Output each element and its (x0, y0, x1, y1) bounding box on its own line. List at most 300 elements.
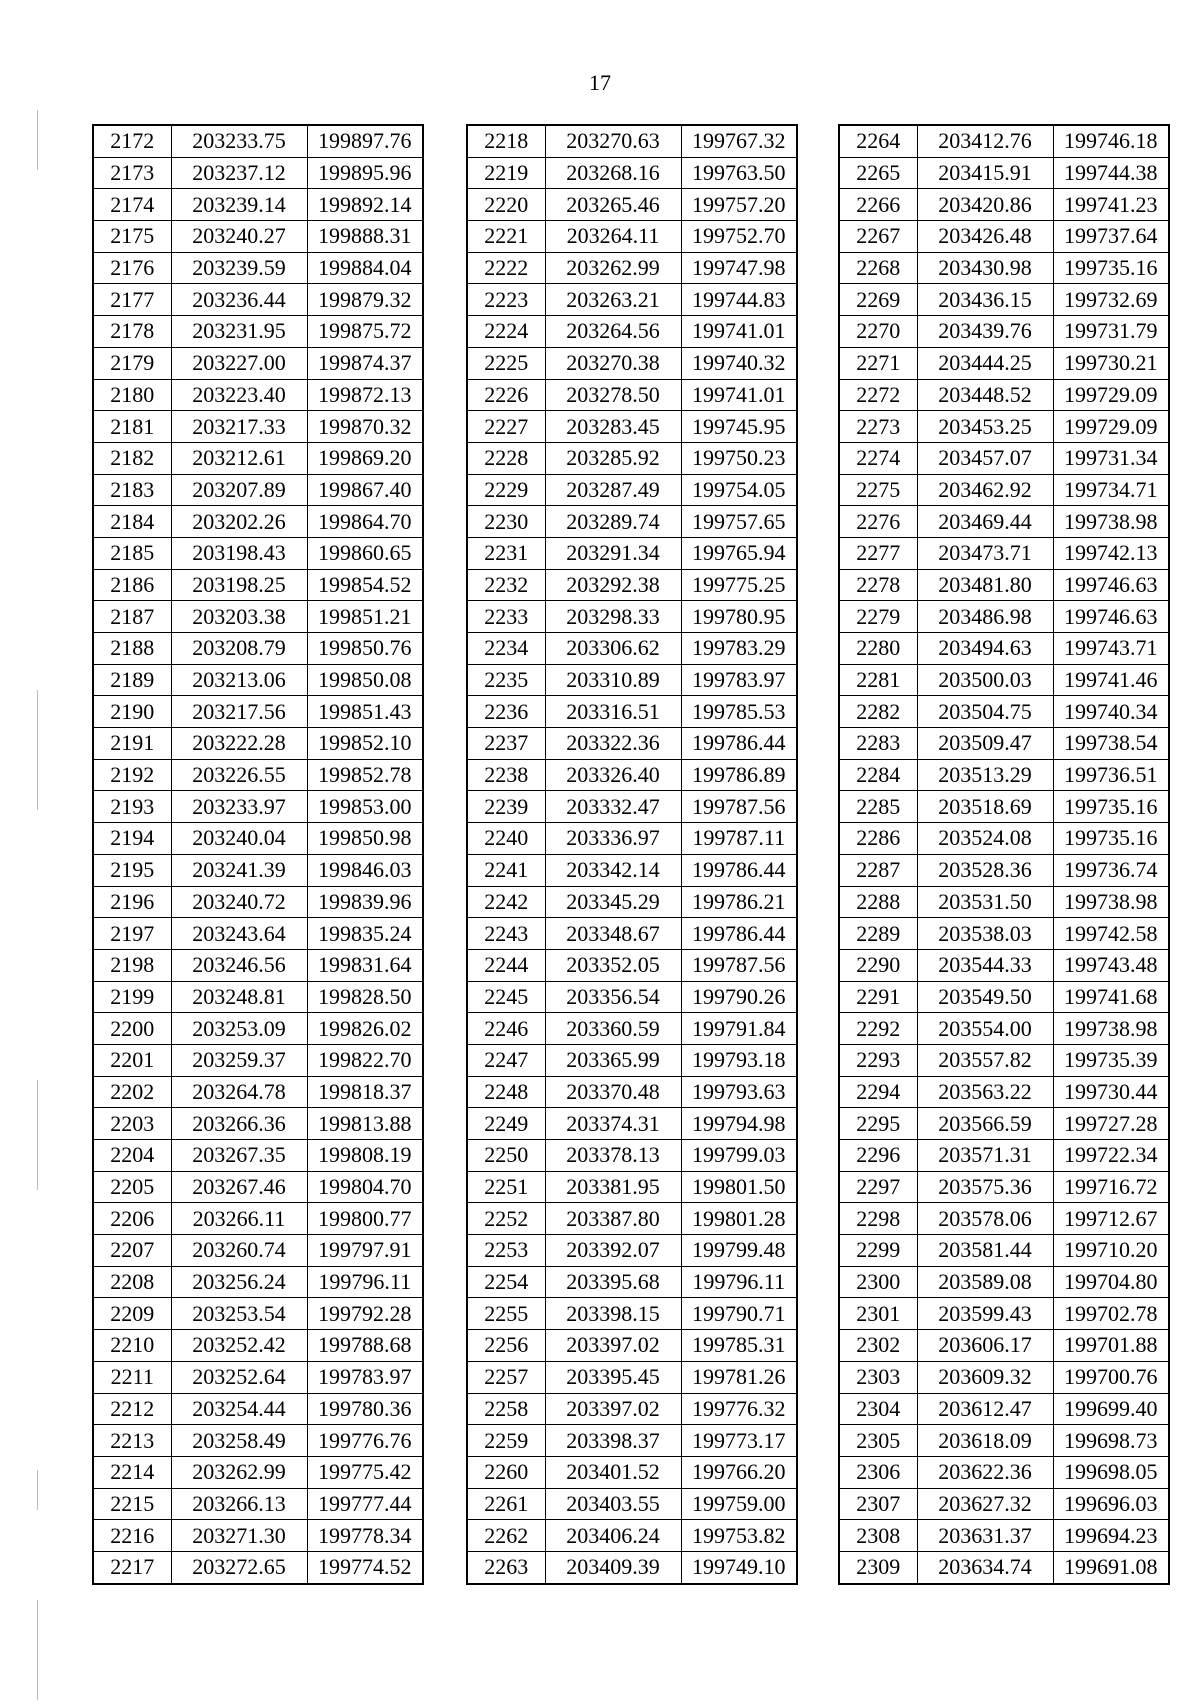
x-coordinate-cell: 203227.00 (171, 347, 307, 379)
x-coordinate-cell: 203310.89 (545, 664, 681, 696)
x-coordinate-cell: 203270.38 (545, 347, 681, 379)
table-row (93, 823, 423, 855)
point-id-cell: 2244 (467, 949, 545, 981)
x-coordinate-cell: 203348.67 (545, 918, 681, 950)
y-coordinate-cell: 199765.94 (681, 537, 797, 569)
point-id-cell: 2276 (839, 506, 917, 538)
point-id-cell: 2253 (467, 1235, 545, 1267)
x-coordinate-cell: 203430.98 (917, 252, 1053, 284)
table-row (93, 728, 423, 760)
y-coordinate-cell: 199799.03 (681, 1140, 797, 1172)
coordinate-table-3 (838, 124, 1170, 1585)
y-coordinate-cell: 199875.72 (307, 316, 423, 348)
point-id-cell: 2254 (467, 1266, 545, 1298)
point-id-cell: 2257 (467, 1361, 545, 1393)
table-row (839, 664, 1169, 696)
y-coordinate-cell: 199785.31 (681, 1330, 797, 1362)
table-row (93, 1298, 423, 1330)
point-id-cell: 2270 (839, 316, 917, 348)
table-row (467, 633, 797, 665)
table-row (467, 506, 797, 538)
y-coordinate-cell: 199869.20 (307, 442, 423, 474)
point-id-cell: 2240 (467, 823, 545, 855)
y-coordinate-cell: 199897.76 (307, 125, 423, 157)
x-coordinate-cell: 203538.03 (917, 918, 1053, 950)
table-row (93, 1361, 423, 1393)
y-coordinate-cell: 199850.08 (307, 664, 423, 696)
y-coordinate-cell: 199737.64 (1053, 221, 1169, 253)
table-row (93, 474, 423, 506)
x-coordinate-cell: 203360.59 (545, 1013, 681, 1045)
table-row (93, 791, 423, 823)
point-id-cell: 2308 (839, 1520, 917, 1552)
table-row (839, 537, 1169, 569)
x-coordinate-cell: 203631.37 (917, 1520, 1053, 1552)
point-id-cell: 2185 (93, 537, 171, 569)
table-row (93, 1551, 423, 1583)
y-coordinate-cell: 199730.44 (1053, 1076, 1169, 1108)
table-row (839, 696, 1169, 728)
table-row (467, 1361, 797, 1393)
y-coordinate-cell: 199796.11 (681, 1266, 797, 1298)
x-coordinate-cell: 203264.56 (545, 316, 681, 348)
table-row (93, 157, 423, 189)
x-coordinate-cell: 203212.61 (171, 442, 307, 474)
point-id-cell: 2247 (467, 1044, 545, 1076)
x-coordinate-cell: 203509.47 (917, 728, 1053, 760)
x-coordinate-cell: 203306.62 (545, 633, 681, 665)
y-coordinate-cell: 199787.56 (681, 791, 797, 823)
table-row (839, 1140, 1169, 1172)
table-row (839, 949, 1169, 981)
table-row (93, 1044, 423, 1076)
y-coordinate-cell: 199741.46 (1053, 664, 1169, 696)
table-row (93, 1266, 423, 1298)
y-coordinate-cell: 199742.13 (1053, 537, 1169, 569)
table-row (467, 854, 797, 886)
table-row (467, 981, 797, 1013)
x-coordinate-cell: 203266.13 (171, 1488, 307, 1520)
table-row (93, 411, 423, 443)
x-coordinate-cell: 203289.74 (545, 506, 681, 538)
margin-line (37, 1600, 38, 1700)
point-id-cell: 2287 (839, 854, 917, 886)
point-id-cell: 2283 (839, 728, 917, 760)
x-coordinate-cell: 203240.27 (171, 221, 307, 253)
point-id-cell: 2200 (93, 1013, 171, 1045)
y-coordinate-cell: 199741.23 (1053, 189, 1169, 221)
y-coordinate-cell: 199790.71 (681, 1298, 797, 1330)
table-row (467, 1488, 797, 1520)
table-row (93, 759, 423, 791)
x-coordinate-cell: 203278.50 (545, 379, 681, 411)
y-coordinate-cell: 199729.09 (1053, 411, 1169, 443)
table-row (467, 696, 797, 728)
x-coordinate-cell: 203457.07 (917, 442, 1053, 474)
x-coordinate-cell: 203262.99 (171, 1456, 307, 1488)
point-id-cell: 2280 (839, 633, 917, 665)
x-coordinate-cell: 203549.50 (917, 981, 1053, 1013)
point-id-cell: 2212 (93, 1393, 171, 1425)
x-coordinate-cell: 203298.33 (545, 601, 681, 633)
y-coordinate-cell: 199777.44 (307, 1488, 423, 1520)
x-coordinate-cell: 203252.42 (171, 1330, 307, 1362)
point-id-cell: 2190 (93, 696, 171, 728)
point-id-cell: 2256 (467, 1330, 545, 1362)
x-coordinate-cell: 203634.74 (917, 1551, 1053, 1583)
point-id-cell: 2198 (93, 949, 171, 981)
x-coordinate-cell: 203241.39 (171, 854, 307, 886)
y-coordinate-cell: 199785.53 (681, 696, 797, 728)
point-id-cell: 2260 (467, 1456, 545, 1488)
table-row (467, 1551, 797, 1583)
point-id-cell: 2292 (839, 1013, 917, 1045)
y-coordinate-cell: 199835.24 (307, 918, 423, 950)
point-id-cell: 2221 (467, 221, 545, 253)
point-id-cell: 2241 (467, 854, 545, 886)
x-coordinate-cell: 203267.35 (171, 1140, 307, 1172)
y-coordinate-cell: 199741.01 (681, 379, 797, 411)
x-coordinate-cell: 203326.40 (545, 759, 681, 791)
y-coordinate-cell: 199808.19 (307, 1140, 423, 1172)
y-coordinate-cell: 199716.72 (1053, 1171, 1169, 1203)
point-id-cell: 2215 (93, 1488, 171, 1520)
y-coordinate-cell: 199892.14 (307, 189, 423, 221)
x-coordinate-cell: 203259.37 (171, 1044, 307, 1076)
y-coordinate-cell: 199757.65 (681, 506, 797, 538)
x-coordinate-cell: 203578.06 (917, 1203, 1053, 1235)
y-coordinate-cell: 199767.32 (681, 125, 797, 157)
point-id-cell: 2234 (467, 633, 545, 665)
x-coordinate-cell: 203365.99 (545, 1044, 681, 1076)
x-coordinate-cell: 203256.24 (171, 1266, 307, 1298)
x-coordinate-cell: 203267.46 (171, 1171, 307, 1203)
table-row (839, 854, 1169, 886)
x-coordinate-cell: 203524.08 (917, 823, 1053, 855)
table-row (467, 1266, 797, 1298)
table-row (93, 1203, 423, 1235)
x-coordinate-cell: 203554.00 (917, 1013, 1053, 1045)
point-id-cell: 2264 (839, 125, 917, 157)
y-coordinate-cell: 199788.68 (307, 1330, 423, 1362)
y-coordinate-cell: 199702.78 (1053, 1298, 1169, 1330)
x-coordinate-cell: 203544.33 (917, 949, 1053, 981)
table-row (839, 252, 1169, 284)
y-coordinate-cell: 199757.20 (681, 189, 797, 221)
y-coordinate-cell: 199753.82 (681, 1520, 797, 1552)
point-id-cell: 2184 (93, 506, 171, 538)
point-id-cell: 2269 (839, 284, 917, 316)
y-coordinate-cell: 199775.25 (681, 569, 797, 601)
y-coordinate-cell: 199694.23 (1053, 1520, 1169, 1552)
y-coordinate-cell: 199732.69 (1053, 284, 1169, 316)
point-id-cell: 2286 (839, 823, 917, 855)
margin-line (37, 690, 38, 810)
point-id-cell: 2251 (467, 1171, 545, 1203)
y-coordinate-cell: 199745.95 (681, 411, 797, 443)
y-coordinate-cell: 199872.13 (307, 379, 423, 411)
y-coordinate-cell: 199696.03 (1053, 1488, 1169, 1520)
table-row (93, 696, 423, 728)
point-id-cell: 2196 (93, 886, 171, 918)
y-coordinate-cell: 199786.21 (681, 886, 797, 918)
point-id-cell: 2226 (467, 379, 545, 411)
x-coordinate-cell: 203398.15 (545, 1298, 681, 1330)
point-id-cell: 2309 (839, 1551, 917, 1583)
y-coordinate-cell: 199744.38 (1053, 157, 1169, 189)
point-id-cell: 2300 (839, 1266, 917, 1298)
table-row (467, 1171, 797, 1203)
x-coordinate-cell: 203528.36 (917, 854, 1053, 886)
point-id-cell: 2213 (93, 1425, 171, 1457)
table-row (839, 1361, 1169, 1393)
y-coordinate-cell: 199743.71 (1053, 633, 1169, 665)
y-coordinate-cell: 199780.36 (307, 1393, 423, 1425)
y-coordinate-cell: 199800.77 (307, 1203, 423, 1235)
table-row (839, 1393, 1169, 1425)
point-id-cell: 2295 (839, 1108, 917, 1140)
table-row (839, 1013, 1169, 1045)
y-coordinate-cell: 199781.26 (681, 1361, 797, 1393)
y-coordinate-cell: 199710.20 (1053, 1235, 1169, 1267)
table-row (467, 728, 797, 760)
point-id-cell: 2174 (93, 189, 171, 221)
table-row (467, 1140, 797, 1172)
point-id-cell: 2236 (467, 696, 545, 728)
x-coordinate-cell: 203356.54 (545, 981, 681, 1013)
table-row (467, 1013, 797, 1045)
point-id-cell: 2191 (93, 728, 171, 760)
x-coordinate-cell: 203207.89 (171, 474, 307, 506)
x-coordinate-cell: 203448.52 (917, 379, 1053, 411)
x-coordinate-cell: 203436.15 (917, 284, 1053, 316)
point-id-cell: 2249 (467, 1108, 545, 1140)
x-coordinate-cell: 203236.44 (171, 284, 307, 316)
y-coordinate-cell: 199850.98 (307, 823, 423, 855)
y-coordinate-cell: 199744.83 (681, 284, 797, 316)
y-coordinate-cell: 199749.10 (681, 1551, 797, 1583)
table-row (839, 189, 1169, 221)
point-id-cell: 2219 (467, 157, 545, 189)
point-id-cell: 2211 (93, 1361, 171, 1393)
x-coordinate-cell: 203352.05 (545, 949, 681, 981)
x-coordinate-cell: 203571.31 (917, 1140, 1053, 1172)
point-id-cell: 2199 (93, 981, 171, 1013)
x-coordinate-cell: 203217.33 (171, 411, 307, 443)
x-coordinate-cell: 203222.28 (171, 728, 307, 760)
point-id-cell: 2209 (93, 1298, 171, 1330)
table-row (467, 379, 797, 411)
point-id-cell: 2232 (467, 569, 545, 601)
point-id-cell: 2274 (839, 442, 917, 474)
y-coordinate-cell: 199791.84 (681, 1013, 797, 1045)
x-coordinate-cell: 203342.14 (545, 854, 681, 886)
y-coordinate-cell: 199736.51 (1053, 759, 1169, 791)
x-coordinate-cell: 203453.25 (917, 411, 1053, 443)
table-row (93, 664, 423, 696)
table-row (93, 506, 423, 538)
y-coordinate-cell: 199783.29 (681, 633, 797, 665)
point-id-cell: 2305 (839, 1425, 917, 1457)
x-coordinate-cell: 203202.26 (171, 506, 307, 538)
point-id-cell: 2275 (839, 474, 917, 506)
point-id-cell: 2293 (839, 1044, 917, 1076)
y-coordinate-cell: 199746.18 (1053, 125, 1169, 157)
x-coordinate-cell: 203239.14 (171, 189, 307, 221)
x-coordinate-cell: 203264.11 (545, 221, 681, 253)
x-coordinate-cell: 203518.69 (917, 791, 1053, 823)
x-coordinate-cell: 203226.55 (171, 759, 307, 791)
point-id-cell: 2179 (93, 347, 171, 379)
x-coordinate-cell: 203291.34 (545, 537, 681, 569)
point-id-cell: 2285 (839, 791, 917, 823)
x-coordinate-cell: 203395.45 (545, 1361, 681, 1393)
table-row (93, 601, 423, 633)
point-id-cell: 2298 (839, 1203, 917, 1235)
y-coordinate-cell: 199740.32 (681, 347, 797, 379)
table-row (467, 1108, 797, 1140)
x-coordinate-cell: 203253.54 (171, 1298, 307, 1330)
x-coordinate-cell: 203271.30 (171, 1520, 307, 1552)
x-coordinate-cell: 203237.12 (171, 157, 307, 189)
point-id-cell: 2227 (467, 411, 545, 443)
table-row (93, 1140, 423, 1172)
table-row (93, 918, 423, 950)
point-id-cell: 2204 (93, 1140, 171, 1172)
x-coordinate-cell: 203266.36 (171, 1108, 307, 1140)
y-coordinate-cell: 199853.00 (307, 791, 423, 823)
y-coordinate-cell: 199731.34 (1053, 442, 1169, 474)
x-coordinate-cell: 203627.32 (917, 1488, 1053, 1520)
table-row (93, 569, 423, 601)
y-coordinate-cell: 199813.88 (307, 1108, 423, 1140)
y-coordinate-cell: 199826.02 (307, 1013, 423, 1045)
point-id-cell: 2278 (839, 569, 917, 601)
table-row (93, 1393, 423, 1425)
point-id-cell: 2188 (93, 633, 171, 665)
x-coordinate-cell: 203268.16 (545, 157, 681, 189)
point-id-cell: 2252 (467, 1203, 545, 1235)
table-row (93, 379, 423, 411)
y-coordinate-cell: 199766.20 (681, 1456, 797, 1488)
x-coordinate-cell: 203243.64 (171, 918, 307, 950)
point-id-cell: 2222 (467, 252, 545, 284)
x-coordinate-cell: 203566.59 (917, 1108, 1053, 1140)
point-id-cell: 2220 (467, 189, 545, 221)
y-coordinate-cell: 199738.54 (1053, 728, 1169, 760)
table-row (839, 411, 1169, 443)
table-row (839, 1330, 1169, 1362)
y-coordinate-cell: 199741.01 (681, 316, 797, 348)
table-row (467, 442, 797, 474)
point-id-cell: 2218 (467, 125, 545, 157)
point-id-cell: 2235 (467, 664, 545, 696)
point-id-cell: 2238 (467, 759, 545, 791)
point-id-cell: 2248 (467, 1076, 545, 1108)
point-id-cell: 2273 (839, 411, 917, 443)
x-coordinate-cell: 203531.50 (917, 886, 1053, 918)
table-row (467, 411, 797, 443)
point-id-cell: 2203 (93, 1108, 171, 1140)
table-row (93, 537, 423, 569)
table-row (839, 1266, 1169, 1298)
x-coordinate-cell: 203203.38 (171, 601, 307, 633)
x-coordinate-cell: 203374.31 (545, 1108, 681, 1140)
y-coordinate-cell: 199870.32 (307, 411, 423, 443)
y-coordinate-cell: 199846.03 (307, 854, 423, 886)
point-id-cell: 2180 (93, 379, 171, 411)
table-row (839, 601, 1169, 633)
y-coordinate-cell: 199729.09 (1053, 379, 1169, 411)
x-coordinate-cell: 203397.02 (545, 1393, 681, 1425)
y-coordinate-cell: 199828.50 (307, 981, 423, 1013)
table-row (467, 664, 797, 696)
point-id-cell: 2195 (93, 854, 171, 886)
table-row (839, 1488, 1169, 1520)
x-coordinate-cell: 203240.04 (171, 823, 307, 855)
y-coordinate-cell: 199774.52 (307, 1551, 423, 1583)
table-row (839, 918, 1169, 950)
x-coordinate-cell: 203415.91 (917, 157, 1053, 189)
table-row (467, 221, 797, 253)
table-row (839, 569, 1169, 601)
table-row (93, 981, 423, 1013)
table-row (839, 1456, 1169, 1488)
point-id-cell: 2289 (839, 918, 917, 950)
x-coordinate-cell: 203223.40 (171, 379, 307, 411)
point-id-cell: 2266 (839, 189, 917, 221)
table-row (839, 1171, 1169, 1203)
point-id-cell: 2224 (467, 316, 545, 348)
y-coordinate-cell: 199794.98 (681, 1108, 797, 1140)
table-row (839, 157, 1169, 189)
x-coordinate-cell: 203469.44 (917, 506, 1053, 538)
y-coordinate-cell: 199895.96 (307, 157, 423, 189)
point-id-cell: 2223 (467, 284, 545, 316)
table-row (93, 1488, 423, 1520)
table-row (839, 379, 1169, 411)
y-coordinate-cell: 199746.63 (1053, 601, 1169, 633)
point-id-cell: 2225 (467, 347, 545, 379)
y-coordinate-cell: 199879.32 (307, 284, 423, 316)
x-coordinate-cell: 203231.95 (171, 316, 307, 348)
table-row (467, 1425, 797, 1457)
x-coordinate-cell: 203486.98 (917, 601, 1053, 633)
table-row (839, 221, 1169, 253)
table-row (93, 189, 423, 221)
x-coordinate-cell: 203246.56 (171, 949, 307, 981)
x-coordinate-cell: 203612.47 (917, 1393, 1053, 1425)
x-coordinate-cell: 203444.25 (917, 347, 1053, 379)
table-row (839, 728, 1169, 760)
table-row (839, 791, 1169, 823)
point-id-cell: 2182 (93, 442, 171, 474)
y-coordinate-cell: 199799.48 (681, 1235, 797, 1267)
x-coordinate-cell: 203198.43 (171, 537, 307, 569)
table-row (839, 1076, 1169, 1108)
table-row (93, 1076, 423, 1108)
y-coordinate-cell: 199773.17 (681, 1425, 797, 1457)
point-id-cell: 2172 (93, 125, 171, 157)
x-coordinate-cell: 203252.64 (171, 1361, 307, 1393)
point-id-cell: 2302 (839, 1330, 917, 1362)
y-coordinate-cell: 199750.23 (681, 442, 797, 474)
point-id-cell: 2281 (839, 664, 917, 696)
table-row (93, 633, 423, 665)
y-coordinate-cell: 199822.70 (307, 1044, 423, 1076)
y-coordinate-cell: 199804.70 (307, 1171, 423, 1203)
x-coordinate-cell: 203239.59 (171, 252, 307, 284)
